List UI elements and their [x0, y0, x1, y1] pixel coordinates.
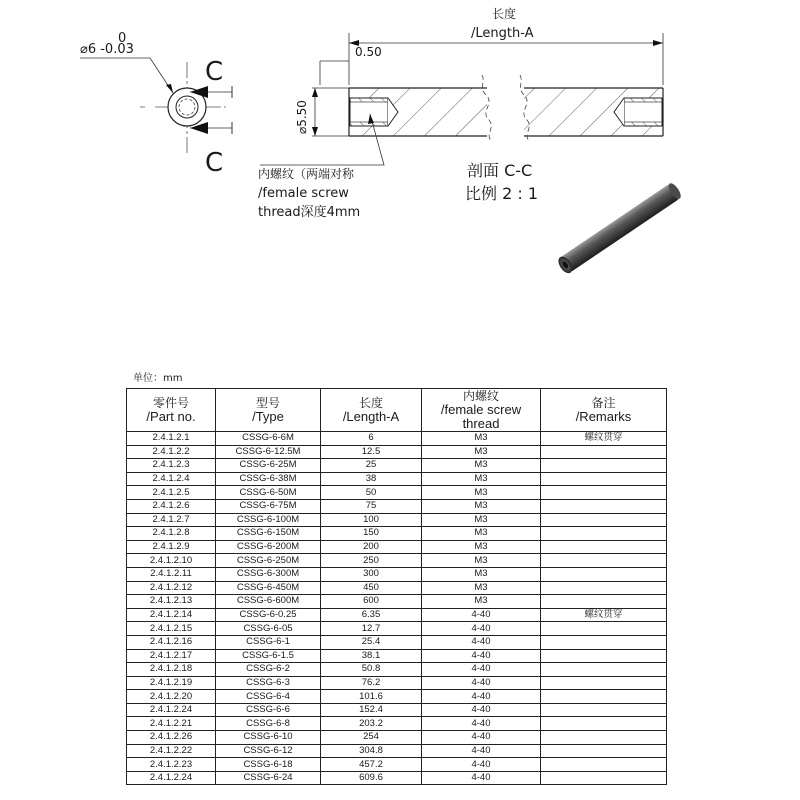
cell-type: CSSG-6-250M: [216, 554, 321, 568]
cell-type: CSSG-6-05: [216, 622, 321, 636]
cell-length: 50: [321, 486, 422, 500]
section-mark-bottom: C: [205, 148, 224, 178]
cell-part-no: 2.4.1.2.4: [127, 472, 216, 486]
cell-thread: M3: [422, 527, 541, 541]
header-thread-cn: 内螺纹: [462, 389, 499, 403]
cell-thread: M3: [422, 432, 541, 446]
cell-thread: M3: [422, 581, 541, 595]
technical-drawing: [0, 0, 800, 330]
cell-thread: M3: [422, 540, 541, 554]
cell-length: 152.4: [321, 703, 422, 717]
table-row: [127, 703, 667, 717]
cell-length: 250: [321, 554, 422, 568]
specification-table: [126, 388, 667, 785]
cell-part-no: 2.4.1.2.24: [127, 771, 216, 785]
table-row: [127, 663, 667, 677]
cell-thread: 4-40: [422, 649, 541, 663]
table-row: [127, 744, 667, 758]
cell-remarks: [541, 459, 667, 473]
cell-thread: 4-40: [422, 676, 541, 690]
cell-thread: 4-40: [422, 731, 541, 745]
table-row: [127, 513, 667, 527]
cell-length: 38.1: [321, 649, 422, 663]
cell-remarks: [541, 499, 667, 513]
table-row: [127, 459, 667, 473]
cell-remarks: [541, 703, 667, 717]
header-remarks-cn: 备注: [591, 396, 616, 410]
cell-part-no: 2.4.1.2.2: [127, 445, 216, 459]
cell-remarks: 螺纹贯穿: [541, 608, 667, 622]
cell-remarks: [541, 472, 667, 486]
length-label-cn: 长度: [492, 7, 517, 21]
cell-length: 25: [321, 459, 422, 473]
cell-type: CSSG-6-4: [216, 690, 321, 704]
cell-type: CSSG-6-150M: [216, 527, 321, 541]
header-length-en: /Length-A: [342, 409, 400, 424]
diameter-side-label: ⌀5.50: [295, 100, 309, 134]
cell-thread: 4-40: [422, 744, 541, 758]
cell-part-no: 2.4.1.2.9: [127, 540, 216, 554]
header-length-cn: 长度: [358, 396, 383, 410]
table-body: [127, 432, 667, 785]
cell-part-no: 2.4.1.2.20: [127, 690, 216, 704]
cell-length: 600: [321, 595, 422, 609]
cell-thread: M3: [422, 595, 541, 609]
header-type-en: /Type: [252, 409, 284, 424]
cell-length: 101.6: [321, 690, 422, 704]
table-row: [127, 567, 667, 581]
cell-part-no: 2.4.1.2.15: [127, 622, 216, 636]
cell-part-no: 2.4.1.2.8: [127, 527, 216, 541]
cell-thread: M3: [422, 445, 541, 459]
cell-length: 254: [321, 731, 422, 745]
cell-type: CSSG-6-6M: [216, 432, 321, 446]
cell-part-no: 2.4.1.2.26: [127, 731, 216, 745]
header-thread-en: /female screw thread: [440, 402, 522, 431]
cell-length: 304.8: [321, 744, 422, 758]
cell-type: CSSG-6-450M: [216, 581, 321, 595]
table-row: [127, 432, 667, 446]
table-row: [127, 472, 667, 486]
cell-length: 25.4: [321, 635, 422, 649]
cell-remarks: [541, 649, 667, 663]
cell-thread: M3: [422, 554, 541, 568]
cell-thread: M3: [422, 513, 541, 527]
cell-remarks: [541, 676, 667, 690]
cell-length: 457.2: [321, 758, 422, 772]
cell-length: 203.2: [321, 717, 422, 731]
table-row: [127, 649, 667, 663]
header-part-no-cn: 零件号: [152, 396, 189, 410]
cell-remarks: [541, 771, 667, 785]
cell-remarks: [541, 527, 667, 541]
cell-thread: M3: [422, 472, 541, 486]
table-row: [127, 527, 667, 541]
header-thread: [422, 389, 541, 432]
cell-part-no: 2.4.1.2.6: [127, 499, 216, 513]
cell-remarks: [541, 567, 667, 581]
cell-remarks: [541, 540, 667, 554]
cell-type: CSSG-6-1: [216, 635, 321, 649]
cell-remarks: [541, 513, 667, 527]
cell-part-no: 2.4.1.2.11: [127, 567, 216, 581]
length-label-en: /Length-A: [471, 26, 534, 41]
cell-type: CSSG-6-18: [216, 758, 321, 772]
cell-part-no: 2.4.1.2.21: [127, 717, 216, 731]
header-type-cn: 型号: [255, 396, 280, 410]
cell-thread: 4-40: [422, 758, 541, 772]
unit-label: 单位：mm: [133, 373, 183, 384]
cell-thread: M3: [422, 459, 541, 473]
cell-length: 300: [321, 567, 422, 581]
thread-note-line-2: /female screw: [258, 186, 349, 201]
cell-length: 38: [321, 472, 422, 486]
cell-type: CSSG-6-50M: [216, 486, 321, 500]
cell-length: 12.7: [321, 622, 422, 636]
cell-thread: M3: [422, 499, 541, 513]
cell-type: CSSG-6-24: [216, 771, 321, 785]
cell-remarks: [541, 622, 667, 636]
cell-part-no: 2.4.1.2.18: [127, 663, 216, 677]
table-row: [127, 608, 667, 622]
cell-thread: 4-40: [422, 771, 541, 785]
cell-type: CSSG-6-75M: [216, 499, 321, 513]
cell-length: 6.35: [321, 608, 422, 622]
cell-thread: 4-40: [422, 690, 541, 704]
cell-length: 450: [321, 581, 422, 595]
cell-part-no: 2.4.1.2.3: [127, 459, 216, 473]
cell-type: CSSG-6-300M: [216, 567, 321, 581]
cell-part-no: 2.4.1.2.17: [127, 649, 216, 663]
cell-thread: 4-40: [422, 717, 541, 731]
thread-note-line-3: thread深度4mm: [258, 205, 361, 220]
cell-thread: 4-40: [422, 703, 541, 717]
table-row: [127, 635, 667, 649]
cell-remarks: [541, 717, 667, 731]
table-row: [127, 690, 667, 704]
cell-remarks: [541, 758, 667, 772]
cell-type: CSSG-6-600M: [216, 595, 321, 609]
end-view: [80, 31, 232, 178]
cell-length: 100: [321, 513, 422, 527]
standoff-3d-image: [556, 181, 683, 275]
cell-part-no: 2.4.1.2.1: [127, 432, 216, 446]
diameter-tolerance-label: ⌀6 -0.03: [80, 42, 134, 57]
offset-dimension-label: 0.50: [355, 45, 382, 59]
cell-part-no: 2.4.1.2.24: [127, 703, 216, 717]
cell-type: CSSG-6-10: [216, 731, 321, 745]
thread-note-line-1: 内螺纹（两端对称: [258, 167, 355, 181]
table-row: [127, 758, 667, 772]
cell-remarks: [541, 744, 667, 758]
cell-type: CSSG-6-0.25: [216, 608, 321, 622]
header-type: [216, 389, 321, 432]
table-row: [127, 717, 667, 731]
cell-remarks: [541, 663, 667, 677]
cell-remarks: [541, 635, 667, 649]
table-header-row: [127, 389, 667, 432]
cell-length: 76.2: [321, 676, 422, 690]
table-row: [127, 554, 667, 568]
table-row: [127, 540, 667, 554]
cell-length: 12.5: [321, 445, 422, 459]
section-view: [258, 6, 663, 220]
cell-type: CSSG-6-6: [216, 703, 321, 717]
table-row: [127, 486, 667, 500]
header-remarks-en: /Remarks: [575, 409, 632, 424]
table-row: [127, 445, 667, 459]
cell-remarks: [541, 690, 667, 704]
cell-thread: M3: [422, 567, 541, 581]
cell-part-no: 2.4.1.2.7: [127, 513, 216, 527]
cell-thread: M3: [422, 486, 541, 500]
table-row: [127, 581, 667, 595]
cell-part-no: 2.4.1.2.19: [127, 676, 216, 690]
cell-type: CSSG-6-12.5M: [216, 445, 321, 459]
table-row: [127, 622, 667, 636]
table-row: [127, 771, 667, 785]
cell-remarks: [541, 595, 667, 609]
cell-part-no: 2.4.1.2.22: [127, 744, 216, 758]
scale-label: 比例 2 : 1: [465, 184, 539, 203]
cell-type: CSSG-6-3: [216, 676, 321, 690]
cell-part-no: 2.4.1.2.12: [127, 581, 216, 595]
cell-remarks: [541, 731, 667, 745]
cell-remarks: 螺纹贯穿: [541, 432, 667, 446]
table-row: [127, 731, 667, 745]
header-part-no-en: /Part no.: [146, 409, 196, 424]
cell-length: 50.8: [321, 663, 422, 677]
cell-type: CSSG-6-200M: [216, 540, 321, 554]
cell-part-no: 2.4.1.2.14: [127, 608, 216, 622]
cell-part-no: 2.4.1.2.23: [127, 758, 216, 772]
cell-part-no: 2.4.1.2.5: [127, 486, 216, 500]
cell-thread: 4-40: [422, 635, 541, 649]
cell-length: 75: [321, 499, 422, 513]
cell-length: 609.6: [321, 771, 422, 785]
section-title: 剖面 C-C: [467, 161, 533, 180]
header-remarks: [541, 389, 667, 432]
table-row: [127, 595, 667, 609]
cell-type: CSSG-6-1.5: [216, 649, 321, 663]
cell-part-no: 2.4.1.2.13: [127, 595, 216, 609]
cell-length: 200: [321, 540, 422, 554]
section-mark-top: C: [205, 57, 224, 87]
cell-thread: 4-40: [422, 663, 541, 677]
cell-part-no: 2.4.1.2.16: [127, 635, 216, 649]
cell-thread: 4-40: [422, 622, 541, 636]
header-part-no: [127, 389, 216, 432]
cell-type: CSSG-6-2: [216, 663, 321, 677]
cell-thread: 4-40: [422, 608, 541, 622]
tolerance-upper: 0: [118, 31, 127, 46]
cell-length: 150: [321, 527, 422, 541]
cell-remarks: [541, 581, 667, 595]
header-length: [321, 389, 422, 432]
cell-type: CSSG-6-12: [216, 744, 321, 758]
cell-type: CSSG-6-38M: [216, 472, 321, 486]
table-row: [127, 499, 667, 513]
cell-remarks: [541, 554, 667, 568]
cell-part-no: 2.4.1.2.10: [127, 554, 216, 568]
cell-length: 6: [321, 432, 422, 446]
cell-type: CSSG-6-100M: [216, 513, 321, 527]
table-row: [127, 676, 667, 690]
cell-remarks: [541, 486, 667, 500]
cell-type: CSSG-6-25M: [216, 459, 321, 473]
cell-type: CSSG-6-8: [216, 717, 321, 731]
cell-remarks: [541, 445, 667, 459]
